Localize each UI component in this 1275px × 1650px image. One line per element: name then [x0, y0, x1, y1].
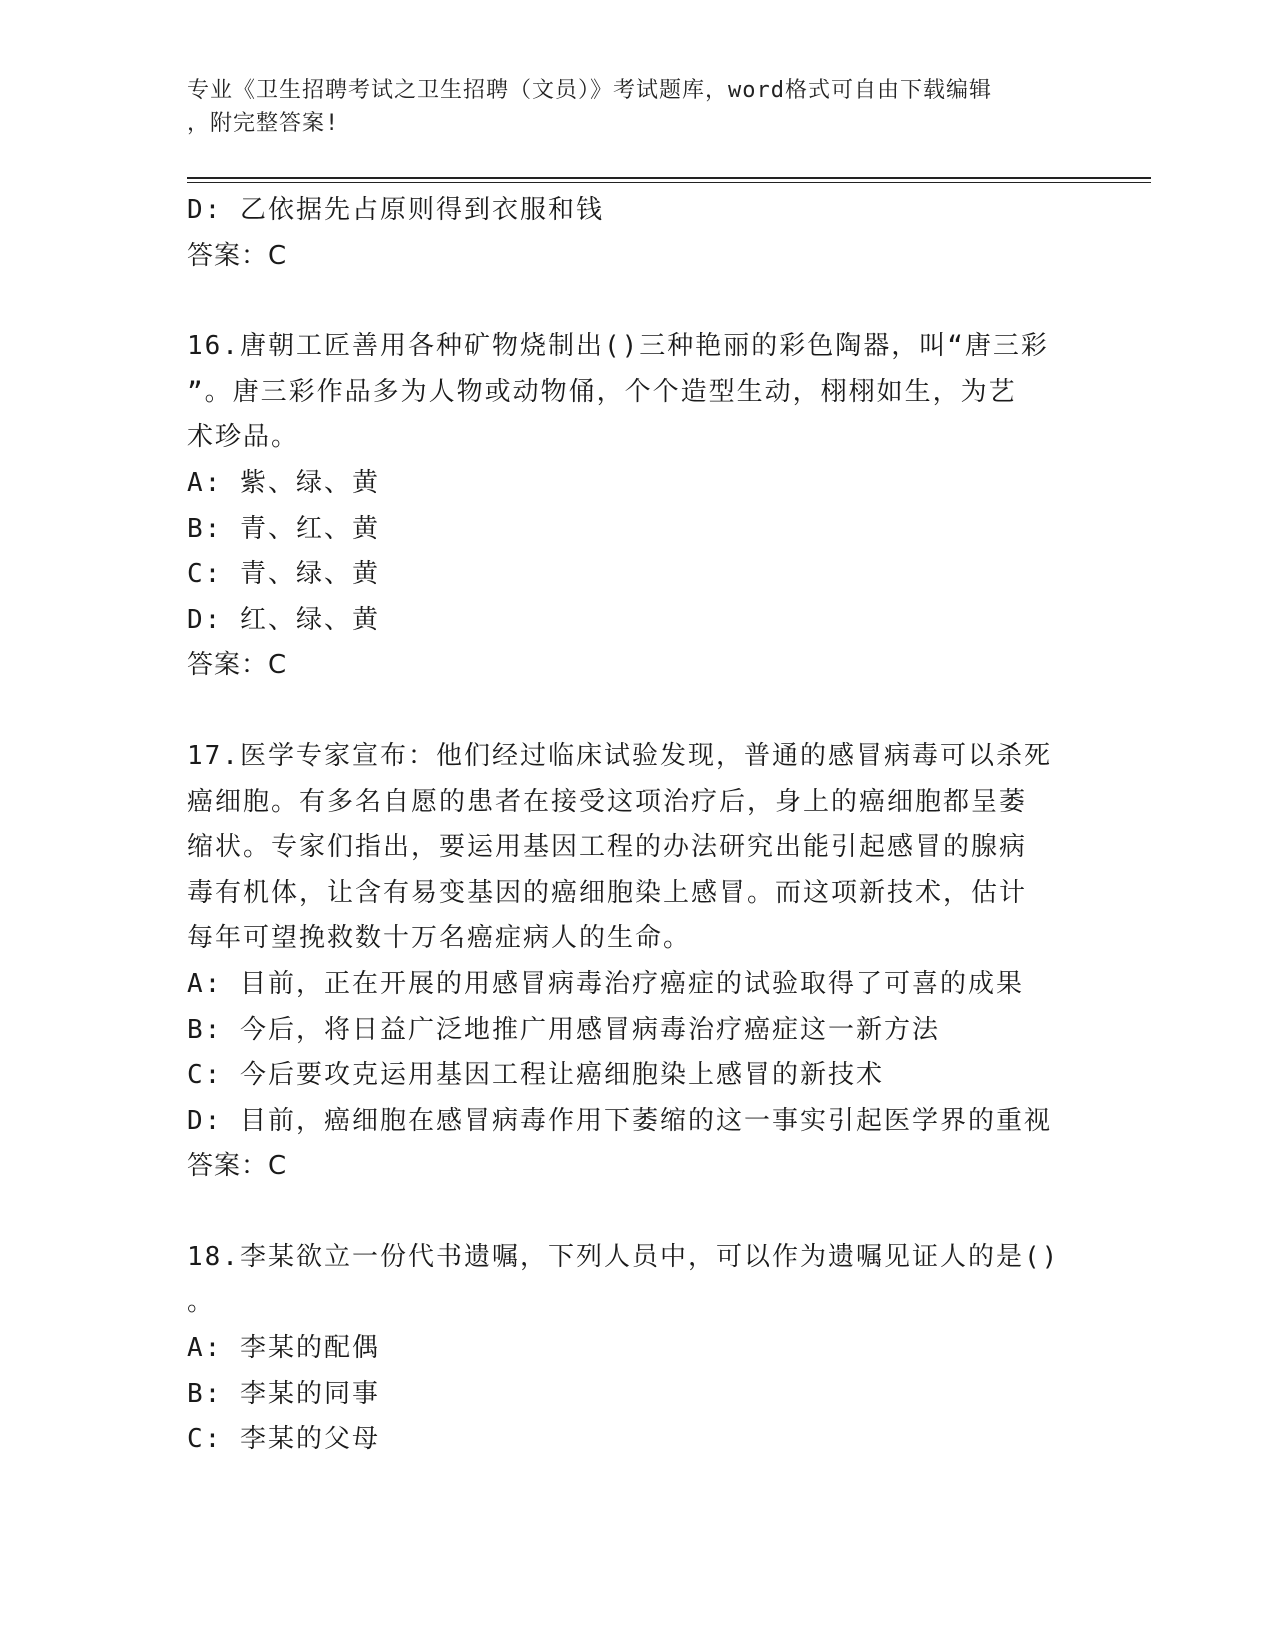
answer: 答案：C — [187, 650, 288, 681]
question-stem-line: 18.李某欲立一份代书遗嘱，下列人员中，可以作为遗嘱见证人的是() — [187, 1241, 1060, 1272]
header-text-line2: ，附完整答案! — [187, 111, 340, 136]
question-stem-line: 每年可望挽救数十万名癌症病人的生命。 — [187, 923, 692, 954]
page-header — [187, 74, 1067, 140]
option-d: D: 红、绿、黄 — [187, 604, 380, 635]
question-stem-line: 。 — [187, 1287, 216, 1318]
header-text-line1: 专业《卫生招聘考试之卫生招聘（文员）》考试题库，word格式可自由下载编辑 — [187, 78, 992, 103]
question-stem-line: 癌细胞。有多名自愿的患者在接受这项治疗后，身上的癌细胞都呈萎 — [187, 786, 1028, 817]
option-d: D: 目前，癌细胞在感冒病毒作用下萎缩的这一事实引起医学界的重视 — [187, 1105, 1052, 1136]
option-b: B: 今后，将日益广泛地推广用感冒病毒治疗癌症这一新方法 — [187, 1014, 940, 1045]
option-a: A: 目前，正在开展的用感冒病毒治疗癌症的试验取得了可喜的成果 — [187, 968, 1024, 999]
header-divider-thin — [187, 182, 1151, 183]
question-stem-line: 16.唐朝工匠善用各种矿物烧制出()三种艳丽的彩色陶器，叫“唐三彩 — [187, 331, 1049, 362]
question-15-fragment — [187, 188, 1087, 279]
question-stem-line: 缩状。专家们指出，要运用基因工程的办法研究出能引起感冒的腺病 — [187, 832, 1028, 863]
question-stem-line: 17.医学专家宣布：他们经过临床试验发现，普通的感冒病毒可以杀死 — [187, 740, 1052, 771]
option-c: C: 今后要攻克运用基因工程让癌细胞染上感冒的新技术 — [187, 1060, 884, 1091]
option-a: A: 李某的配偶 — [187, 1333, 380, 1364]
question-stem-line: 术珍品。 — [187, 422, 300, 453]
answer: 答案：C — [187, 1151, 288, 1182]
question-stem-line: ”。唐三彩作品多为人物或动物俑，个个造型生动，栩栩如生，为艺 — [187, 376, 1017, 407]
question-16 — [187, 324, 1087, 689]
option-d: D: 乙依据先占原则得到衣服和钱 — [187, 195, 604, 225]
option-c: C: 李某的父母 — [187, 1424, 380, 1455]
answer: 答案：C — [187, 240, 288, 271]
option-a: A: 紫、绿、黄 — [187, 467, 380, 498]
question-18 — [187, 1235, 1087, 1463]
question-stem-line: 毒有机体，让含有易变基因的癌细胞染上感冒。而这项新技术，估计 — [187, 877, 1028, 908]
option-c: C: 青、绿、黄 — [187, 559, 380, 590]
question-list — [187, 188, 1087, 1463]
option-b: B: 李某的同事 — [187, 1378, 380, 1409]
question-17 — [187, 734, 1087, 1190]
option-b: B: 青、红、黄 — [187, 513, 380, 544]
header-divider-thick — [187, 177, 1151, 179]
